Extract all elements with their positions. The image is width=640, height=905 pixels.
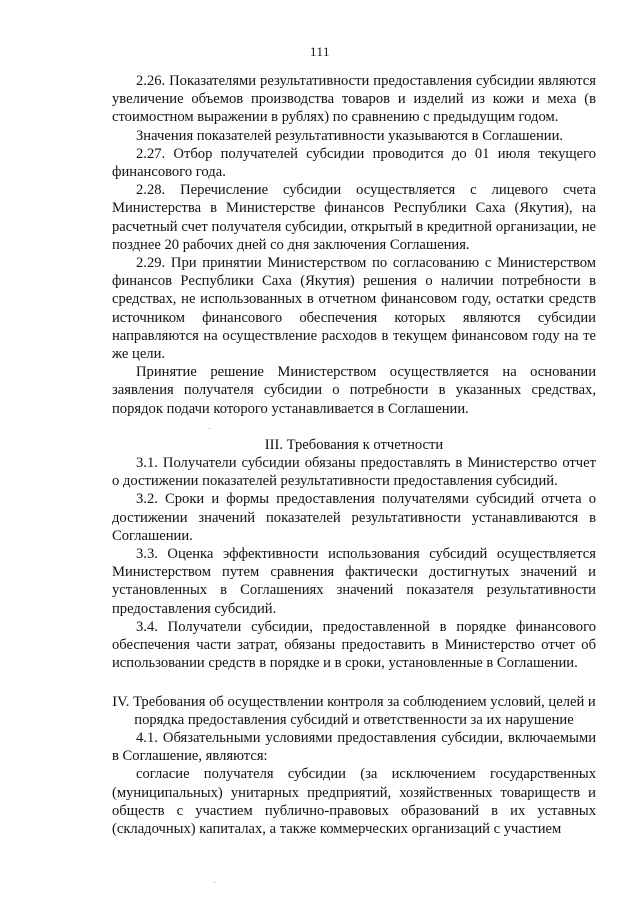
page-number: 111 bbox=[309, 44, 331, 59]
paragraph-decision: Принятие решение Министерством осуществляется на основании заявления получателя субсидии о потребности в указанных средствах, порядок подачи которого устанавливается в Соглашении. bbox=[112, 364, 596, 417]
paragraph-3-2: 3.2. Сроки и формы предоставления получателями субсидий отчета о достижении значений показателей результативности устанавливаются в Соглашении. bbox=[112, 491, 596, 544]
paragraph-4-1: 4.1. Обязательными условиями предоставления субсидии, включаемыми в Соглашение, являются: bbox=[112, 729, 596, 765]
paragraph-2-27: 2.27. Отбор получателей субсидии проводится до 01 июля текущего финансового года. bbox=[112, 145, 596, 181]
paragraph-2-29: 2.29. При принятии Министерством по согласованию с Министерством финансов Республики Саха (Якутия) решения о наличии потребности в средствах, не использованных в отчетном финансовом году, остатки средств источником финансового обеспечения которых являются субсидии направляются на осуществление расходов в текущем финансовом году на те же цели. bbox=[112, 255, 596, 363]
paragraph-3-3: 3.3. Оценка эффективности использования субсидий осуществляется Министерством путем сравнения фактически достигнутых значений и установленных в Соглашениях значений показателя результативности предоставления субсидий. bbox=[112, 546, 596, 617]
paragraph-3-1: 3.1. Получатели субсидии обязаны предоставлять в Министерство отчет о достижении показателей результативности предоставления субсидий. bbox=[112, 455, 596, 490]
paragraph-3-4: 3.4. Получатели субсидии, предоставленной в порядке финансового обеспечения части затрат, обязаны предоставить в Министерство отчет об использовании средств в порядке и в сроки, установленные в Соглашении. bbox=[112, 618, 596, 672]
scan-speck-top bbox=[209, 428, 210, 429]
section-3-heading: III. Требования к отчетности bbox=[264, 436, 444, 453]
paragraph-results-values: Значения показателей результативности указываются в Соглашении. bbox=[136, 127, 564, 144]
scan-speck-bottom bbox=[214, 882, 215, 883]
page-content bbox=[112, 72, 596, 838]
section-4-heading: IV. Требования об осуществлении контроля за соблюдением условий, целей и порядка предоставления субсидий и ответственности за их нарушение bbox=[112, 693, 596, 728]
paragraph-2-26: 2.26. Показателями результативности предоставления субсидии являются увеличение объемов производства товаров и изделий из кожи и меха (в стоимостном выражении в рублях) по сравнению с предыдущим годом. bbox=[112, 73, 596, 126]
paragraph-consent: согласие получателя субсидии (за исключением государственных (муниципальных) унитарных предприятий, хозяйственных товариществ и обществ с участием публично-правовых образований в их уставных (складочных) капиталах, а также коммерческих организаций с участием bbox=[112, 766, 596, 837]
paragraph-2-28: 2.28. Перечисление субсидии осуществляется с лицевого счета Министерства в Министерстве финансов Республики Саха (Якутия), на расчетный счет получателя субсидии, открытый в кредитной организации, не позднее 20 рабочих дней со дня заключения Соглашения. bbox=[112, 182, 596, 253]
